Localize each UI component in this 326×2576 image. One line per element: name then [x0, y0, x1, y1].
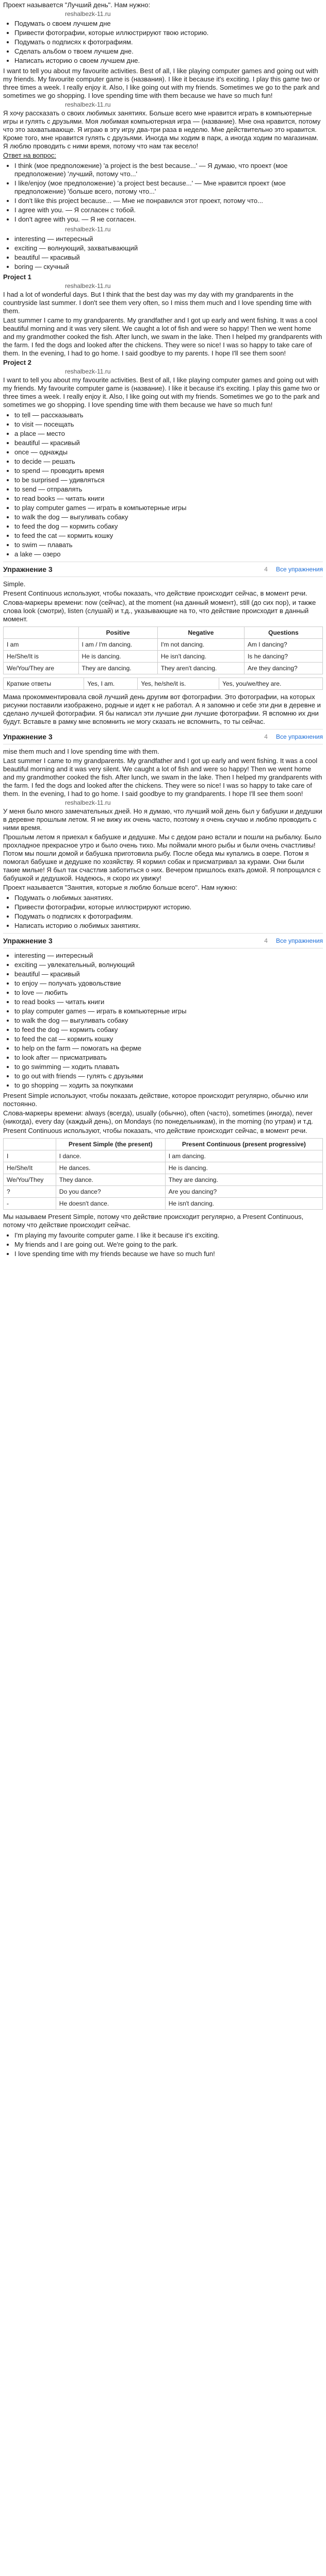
- table-cell: He isn't dancing.: [165, 1198, 322, 1210]
- table-row: [4, 1162, 323, 1174]
- list-item: • to decide — решать: [14, 457, 323, 466]
- list-item: • I like/enjoy (мое предположение) 'a project best because...' — Мне нравится проект (мое предположение) 'больше всего, потому что...': [14, 179, 323, 196]
- rating-count: 4: [264, 733, 268, 740]
- table-cell: Is he dancing?: [244, 651, 322, 663]
- list-item: • exciting — увлекательный, волнующий: [14, 961, 323, 969]
- exercise-actions: [264, 733, 323, 740]
- list-item: • to send — отправлять: [14, 485, 323, 494]
- grammar-table: [3, 1138, 323, 1210]
- rating-count: 4: [264, 566, 268, 573]
- list-item: • Подумать о подписях к фотографиям.: [14, 912, 323, 921]
- table-cell: Do you dance?: [56, 1186, 165, 1198]
- table-row: [4, 1174, 323, 1186]
- list-item: • to tell — рассказывать: [14, 411, 323, 419]
- table-header: Present Continuous (present progressive): [165, 1139, 322, 1150]
- list-item: • Подумать о любимых занятиях.: [14, 894, 323, 902]
- grammar-text: Слова-маркеры времени: always (всегда), usually (обычно), often (часто), sometimes (иногда), never (никогда), every day (каждый день), on Mondays (по понедельникам), in the morning (по утрам) и т.д.: [3, 1109, 313, 1125]
- story-paragraph: Last summer I came to my grandparents. My grandfather and I got up early and went fishing. It was a cool beautiful morning and it was very silent. We caught a lot of fish and were so happy! Then we went home and my grandmother cooked the fish. After lunch, we swam in the lake. Then I helped my grandparents with the farm. I fed the dogs and looked after the chickens. They were so nice! I was so happy to take care of them. In the evening, I had to go home. I said goodbye to my grandparents. I hope I'll see them soon!: [3, 757, 322, 798]
- table-cell: Краткие ответы: [4, 678, 84, 690]
- table-row: [4, 1198, 323, 1210]
- list-item: • beautiful — красивый: [14, 439, 323, 447]
- all-exercises-link[interactable]: Все упражнения: [275, 937, 323, 944]
- watermark: reshalbezk-11.ru: [65, 226, 111, 233]
- list-item: • once — однажды: [14, 448, 323, 456]
- table-cell: Yes, you/we/they are.: [219, 678, 323, 690]
- list-item: • to spend — проводить время: [14, 467, 323, 475]
- list-item: • to feed the cat — кормить кошку: [14, 1035, 323, 1043]
- project-list: [3, 894, 323, 930]
- table-cell: We/You/They are: [4, 663, 79, 674]
- list-item: • Сделать альбом о твоем лучшем дне.: [14, 47, 323, 56]
- list-item: • exciting — волнующий, захватывающий: [14, 244, 323, 252]
- list-item: • to help on the farm — помогать на ферме: [14, 1044, 323, 1053]
- list-item: • to feed the dog — кормить собаку: [14, 1026, 323, 1034]
- grammar-text: Present Continuous используют, чтобы показать, что действие происходит сейчас, в момент речи.: [3, 1127, 307, 1134]
- watermark: reshalbezk-11.ru: [65, 368, 111, 375]
- table-cell: I: [4, 1150, 56, 1162]
- story-paragraph: I want to tell you about my favourite activities. Best of all, I like playing computer games and going out with my friends. My favourite computer game is (названия). I like it because it's exciting. I play this game two or three times a week. I really enjoy it. Also, I like going out with my friends. Sometimes we go to the park and sometimes we go shopping. I love spending time with them because we have so much fun!: [3, 67, 320, 99]
- table-row: [4, 1150, 323, 1162]
- table-cell: I am / I'm dancing.: [78, 639, 157, 651]
- story-paragraph: mise them much and I love spending time with them.: [3, 748, 159, 755]
- table-cell: He doesn't dance.: [56, 1198, 165, 1210]
- grammar-text: Слова-маркеры времени: now (сейчас), at the moment (на данный момент), still (до сих пор), и также слова look (смотри), listen (слушай) и т.д., указывающие на то, что действие происходит в данный момент.: [3, 599, 316, 623]
- all-exercises-link[interactable]: Все упражнения: [275, 733, 323, 740]
- list-item: • I'm playing my favourite computer game. I like it because it's exciting.: [14, 1231, 323, 1240]
- short-answers-table: [3, 677, 323, 690]
- table-cell: I am: [4, 639, 79, 651]
- section-label: Simple.: [3, 580, 26, 588]
- list-item: • beautiful — красивый: [14, 253, 323, 262]
- story-translation: У меня было много замечательных дней. Но я думаю, что лучший мой день был у бабушки и дедушки в деревне прошлым летом. Я не вижу их очень часто, поэтому я очень скучаю и люблю проводить с ними время.: [3, 807, 322, 832]
- table-cell: I dance.: [56, 1150, 165, 1162]
- table-row: [4, 1186, 323, 1198]
- list-item: • to read books — читать книги: [14, 495, 323, 503]
- list-item: • to play computer games — играть в компьютерные игры: [14, 504, 323, 512]
- watermark: reshalbezk-11.ru: [65, 799, 111, 806]
- list-item: • I don't like this project because... — Мне не понравился этот проект, потому что...: [14, 197, 323, 205]
- phrase-list: [3, 162, 323, 224]
- exercise-actions: [264, 566, 323, 573]
- table-cell: He isn't dancing.: [157, 651, 244, 663]
- list-item: • to read books — читать книги: [14, 998, 323, 1006]
- list-item: • to walk the dog — выгуливать собаку: [14, 1016, 323, 1025]
- story-paragraph: I had a lot of wonderful days. But I think that the best day was my day with my grandparents in the countryside last summer. I don't see them very often, so I miss them much and I love spending time with them.: [3, 291, 312, 315]
- exercise-title: Упражнение 3: [3, 937, 53, 945]
- list-item: • I think (мое предположение) 'a project is the best because...' — Я думаю, что проект (мое предположение) 'лучший, потому что...': [14, 162, 323, 178]
- list-item: • to feed the dog — кормить собаку: [14, 522, 323, 531]
- intro-title: Проект называется "Лучший день". Нам нужно:: [3, 1, 151, 9]
- rating-count: 4: [264, 937, 268, 944]
- list-item: • to enjoy — получать удовольствие: [14, 979, 323, 988]
- table-header: Negative: [157, 627, 244, 639]
- table-row: [4, 663, 323, 674]
- final-list: [3, 1231, 323, 1258]
- list-item: • to go swimming — ходить плавать: [14, 1063, 323, 1071]
- list-item: • My friends and I are going out. We're going to the park.: [14, 1241, 323, 1249]
- list-item: • a place — место: [14, 430, 323, 438]
- list-item: • to go out with friends — гулять с друзьями: [14, 1072, 323, 1080]
- list-item: • I agree with you. — Я согласен с тобой.: [14, 206, 323, 214]
- watermark: reshalbezk-11.ru: [65, 282, 111, 290]
- table-row: [4, 651, 323, 663]
- story-paragraph: Last summer I came to my grandparents. My grandfather and I got up early and went fishing. It was a cool beautiful morning and it was very silent. We caught a lot of fish and were so happy! Then we went home and my grandmother cooked the fish. After lunch, we swam in the lake. Then I helped my grandparents with the farm. I fed the dogs and looked after the chickens. They were so nice! I was so happy to take care of them. In the evening, I had to go home. I said goodbye to my parents. I hope I'll see them soon!: [3, 316, 322, 357]
- table-cell: ?: [4, 1186, 56, 1198]
- table-cell: He/She/It: [4, 1162, 56, 1174]
- table-cell: I'm not dancing.: [157, 639, 244, 651]
- list-item: • boring — скучный: [14, 263, 323, 271]
- table-cell: They are dancing.: [78, 663, 157, 674]
- table-header: Present Simple (the present): [56, 1139, 165, 1150]
- story-translation: Прошлым летом я приехал к бабушке и дедушке. Мы с дедом рано встали и пошли на рыбалку. Было прохладное прекрасное утро и было очень тихо. Мы поймали много рыбы и были очень счастливы! Потом мы пошли домой и бабушка приготовила рыбу. После обеда мы купались в озере. Потом я помогал бабушке и дедушке по хозяйству. Я кормил собак и присматривал за курами. Они были такие милые! Я был так счастлив заботиться о них. Вечером пришлось ехать домой. Я попрощался с бабушкой и дедушкой. Надеюсь, я скоро их увижу!: [3, 833, 321, 882]
- exercise-header: [3, 933, 323, 948]
- list-item: • to love — любить: [14, 989, 323, 997]
- list-item: • a lake — озеро: [14, 550, 323, 558]
- list-item: • to feed the cat — кормить кошку: [14, 532, 323, 540]
- list-item: • to swim — плавать: [14, 541, 323, 549]
- all-exercises-link[interactable]: Все упражнения: [275, 566, 323, 573]
- table-cell: They aren't dancing.: [157, 663, 244, 674]
- intro: [3, 1, 323, 65]
- list-item: • I don't agree with you. — Я не согласен.: [14, 215, 323, 224]
- table-header: [4, 1139, 56, 1150]
- exercise-actions: [264, 937, 323, 944]
- story-paragraph: Мама прокомментировала свой лучший день другим вот фотографии. Это фотографии, на которых рисунки поставили изображено, родные и идет к не работал. А я запомню и себе эти дни в деревне и сделано лучшей фотографии. Я бы написал эти лучшие дни лучшие фотографии. Я вспомню их дни будут. Вставьте в рамку мне вспомнить не могу сказать не вспомнить, то ты сейчас.: [3, 693, 321, 725]
- list-item: • Привести фотографии, которые иллюстрируют историю.: [14, 903, 323, 911]
- phrase-list: [3, 411, 323, 558]
- exercise-header: [3, 729, 323, 744]
- table-row: [4, 678, 323, 690]
- vocab-list: [3, 235, 323, 271]
- table-cell: He/She/It is: [4, 651, 79, 663]
- table-cell: Yes, I am.: [84, 678, 138, 690]
- page: [0, 1, 326, 1258]
- exercise-header: [3, 562, 323, 577]
- exercise-title: Упражнение 3: [3, 733, 53, 741]
- table-cell: He dances.: [56, 1162, 165, 1174]
- project-label: Project 2: [3, 359, 31, 366]
- table-header: [4, 627, 79, 639]
- table-cell: Am I dancing?: [244, 639, 322, 651]
- list-item: • to visit — посещать: [14, 420, 323, 429]
- table-row: [4, 639, 323, 651]
- table-cell: We/You/They: [4, 1174, 56, 1186]
- exercise-title: Упражнение 3: [3, 565, 53, 573]
- answer-label: Ответ на вопрос:: [3, 151, 56, 159]
- table-cell: Yes, he/she/it is.: [138, 678, 219, 690]
- list-item: • Привести фотографии, которые иллюстрируют твою историю.: [14, 29, 323, 37]
- grammar-text: Present Simple используют, чтобы показать действие, которое происходит регулярно, обычно или постоянно.: [3, 1092, 308, 1108]
- list-item: • beautiful — красивый: [14, 970, 323, 978]
- intro-list: [3, 20, 323, 65]
- phrase-list: [3, 952, 323, 1090]
- list-item: • interesting — интересный: [14, 952, 323, 960]
- grammar-text: Present Continuous используют, чтобы показать, что действие происходит сейчас, в момент речи.: [3, 589, 307, 597]
- table-cell: Are they dancing?: [244, 663, 322, 674]
- list-item: • Написать историю о любимых занятиях.: [14, 922, 323, 930]
- list-item: • to walk the dog — выгуливать собаку: [14, 513, 323, 521]
- table-cell: They are dancing.: [165, 1174, 322, 1186]
- table-cell: He is dancing.: [78, 651, 157, 663]
- list-item: • to go shopping — ходить за покупками: [14, 1081, 323, 1090]
- watermark: reshalbezk-11.ru: [65, 101, 111, 108]
- table-header: Questions: [244, 627, 322, 639]
- watermark: reshalbezk-11.ru: [65, 10, 111, 18]
- grammar-text: Мы называем Present Simple, потому что действие происходит регулярно, а Present Continuous, потому что действие происходит сейчас.: [3, 1213, 304, 1229]
- list-item: • to play computer games — играть в компьютерные игры: [14, 1007, 323, 1015]
- list-item: • Написать историю о своем лучшем дне.: [14, 57, 323, 65]
- list-item: • to be surprised — удивляться: [14, 476, 323, 484]
- grammar-table: [3, 626, 323, 674]
- table-header: Positive: [78, 627, 157, 639]
- list-item: • Подумать о подписях к фотографиям.: [14, 38, 323, 46]
- list-item: • interesting — интересный: [14, 235, 323, 243]
- list-item: • I love spending time with my friends because we have so much fun!: [14, 1250, 323, 1258]
- list-item: • Подумать о своем лучшем дне: [14, 20, 323, 28]
- table-cell: -: [4, 1198, 56, 1210]
- table-cell: He is dancing.: [165, 1162, 322, 1174]
- project-label: Project 1: [3, 273, 31, 281]
- table-cell: I am dancing.: [165, 1150, 322, 1162]
- list-item: • to look after — присматривать: [14, 1054, 323, 1062]
- table-cell: They dance.: [56, 1174, 165, 1186]
- story-translation: Я хочу рассказать о своих любимых занятиях. Больше всего мне нравится играть в компьютерные игры и гулять с друзьями. Моя любимая компьютерная игра — (название). Мне она нравится, потому что это захватывающе. Я играю в эту игру два-три раза в неделю. Мне действительно это нравится. Кроме того, мне нравится гулять с друзьями. Иногда мы ходим в парк, а иногда ходим по магазинам. Я люблю проводить с ними время, потому что нам так весело!: [3, 109, 321, 150]
- story-paragraph: I want to tell you about my favourite activities. Best of all, I like playing computer games and going out with my friends. My favourite computer game is (название). I like it because it's exciting. I play this game two or three times a week. I really enjoy it. Also, I like going out with my friends. Sometimes we go to the park and sometimes we go shopping. I love spending time with them because we have so much fun!: [3, 376, 320, 409]
- table-cell: Are you dancing?: [165, 1186, 322, 1198]
- project-intro: Проект называется "Занятия, которые я люблю больше всего". Нам нужно:: [3, 884, 237, 891]
